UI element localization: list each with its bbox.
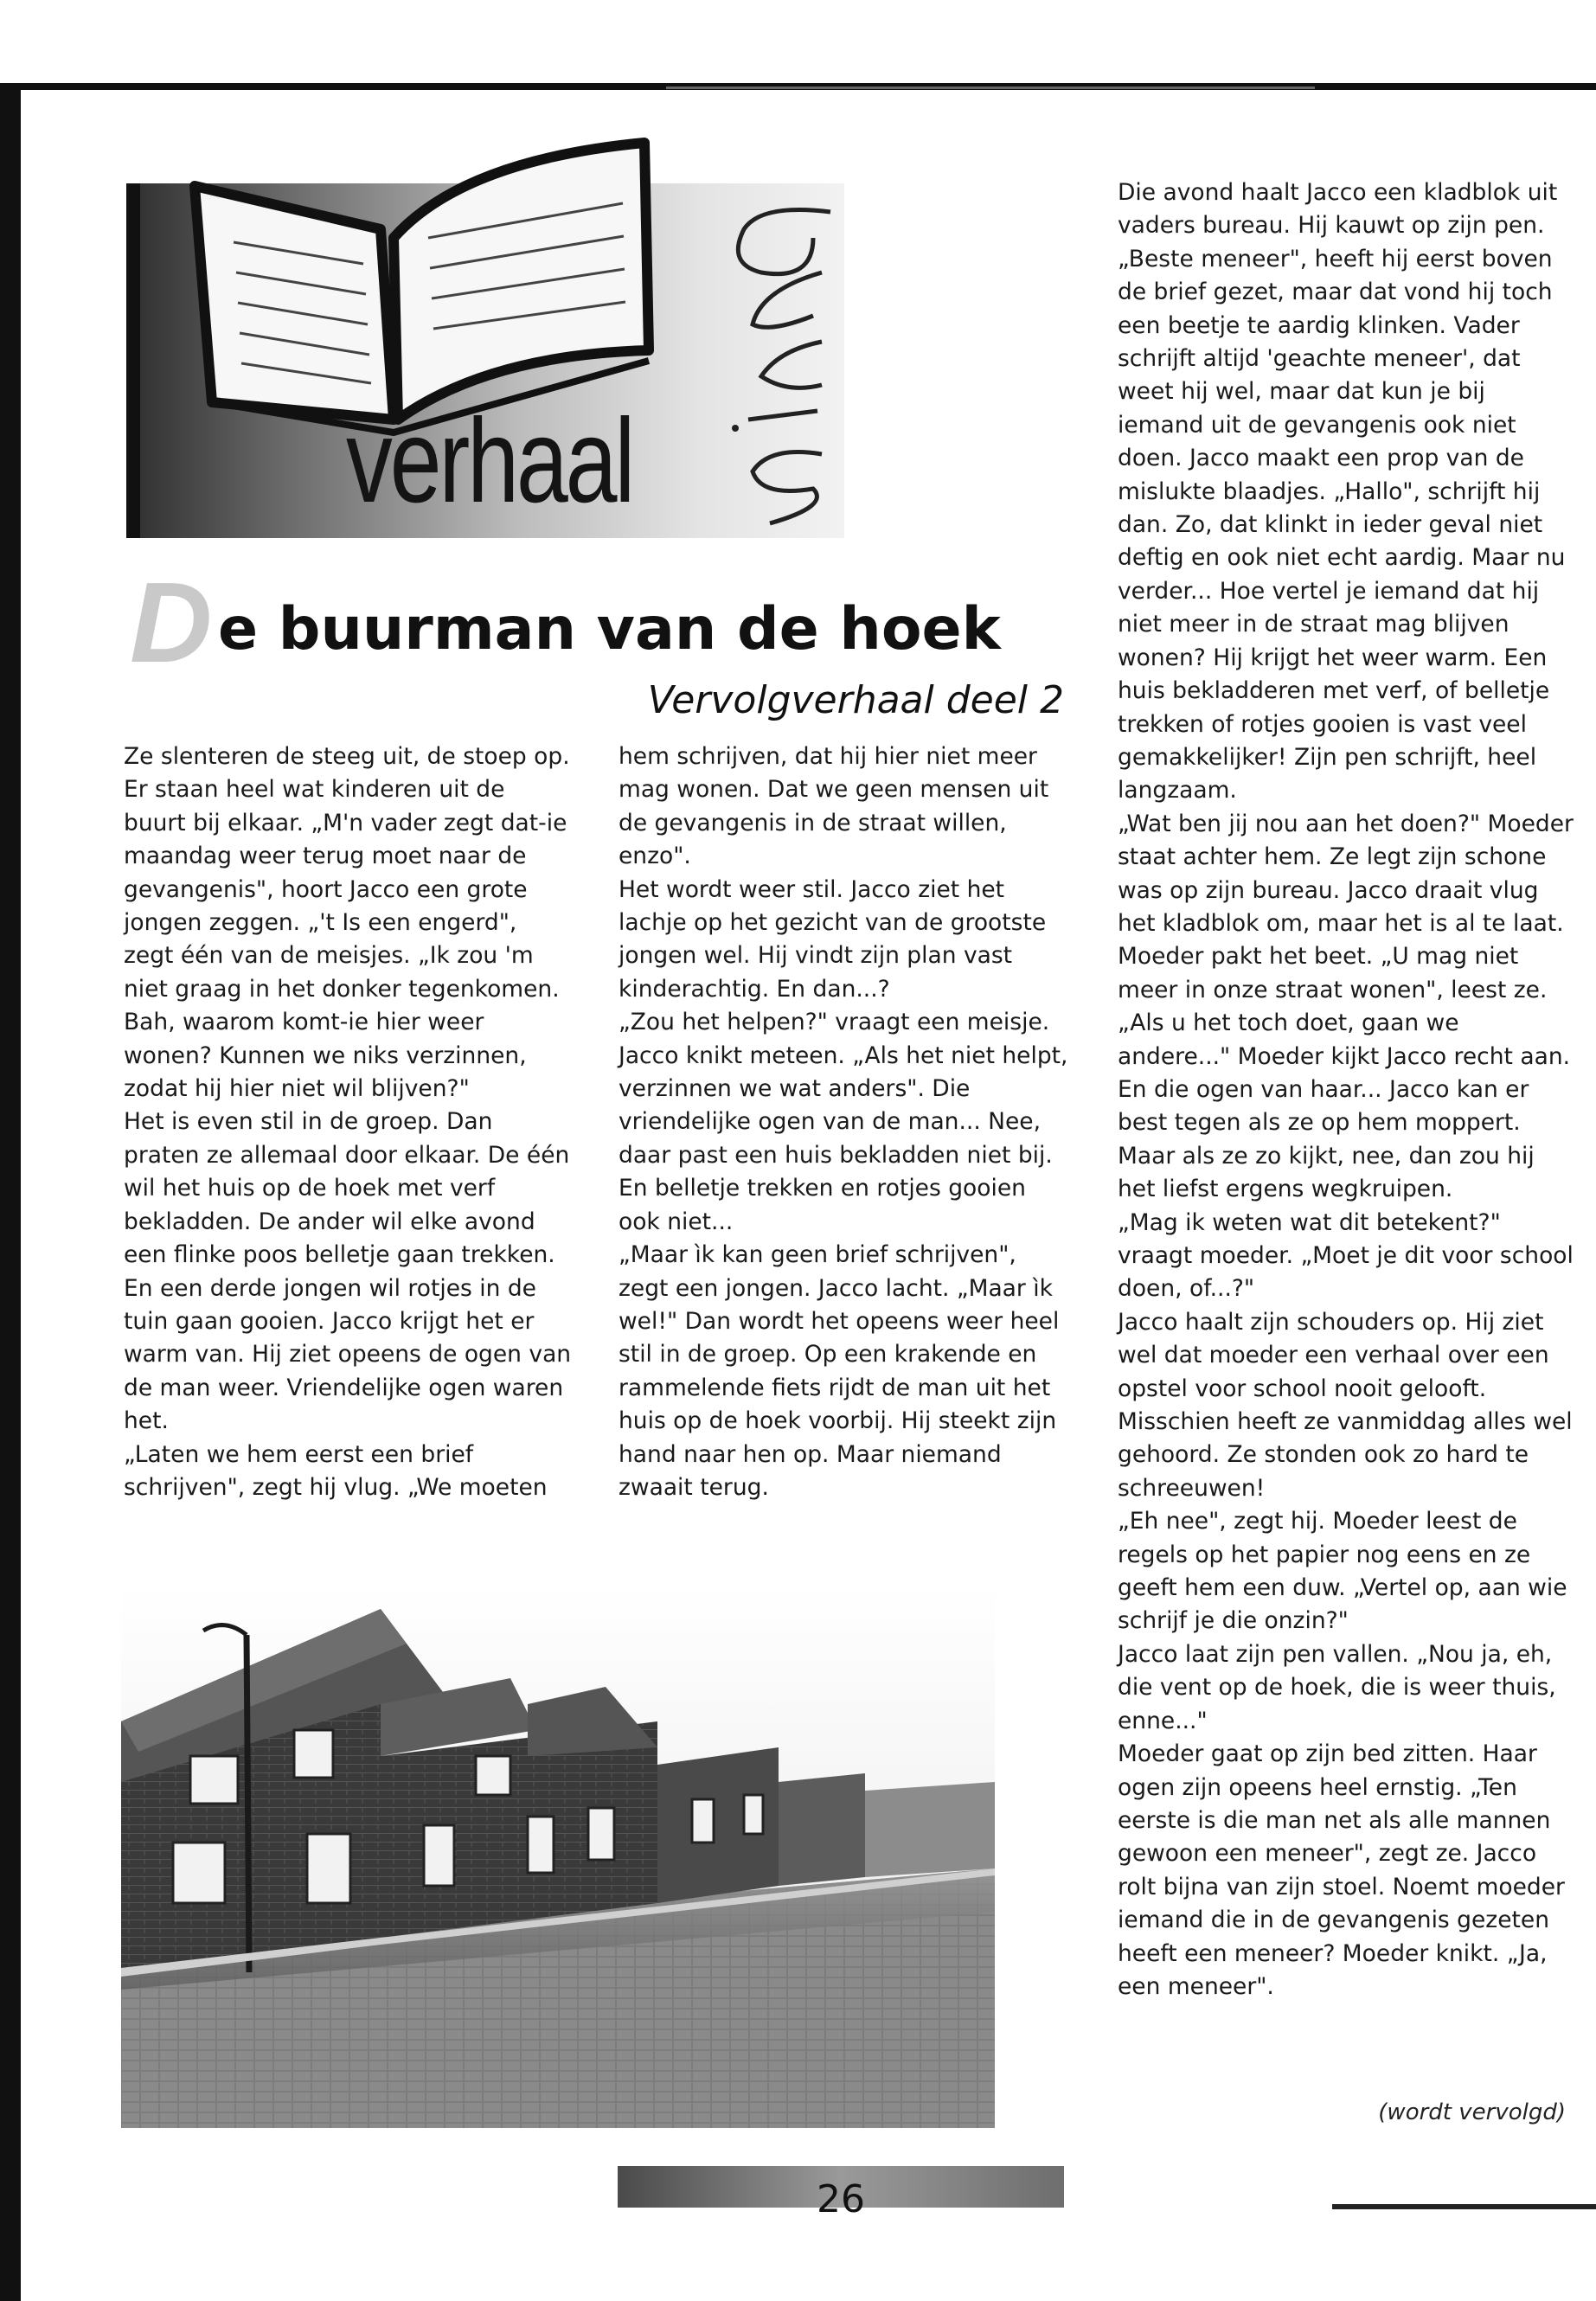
signature-daniel [709,177,848,541]
paragraph: Moeder gaat op zijn bed zitten. Haar ogen zijn opeens heel ernstig. „Ten eerste is die man net als alle mannen gewoon een meneer", zegt ze. Jacco rolt bijna van zijn stoel. Noemt moeder iemand die in de gevangenis gezeten heeft een meneer? Moeder knikt. „Ja, een meneer". [1118,1740,1565,2000]
left-rule [0,83,21,2301]
street-corner-photo [121,1583,995,2128]
paragraph: Het is even stil in de groep. Dan praten ze allemaal door elkaar. De één wil het huis op de hoek met verf bekladden. De ander wil elke avond een flinke poos belletje gaan trekken. En een derde jongen wil rotjes in de tuin gaan gooien. Jacco krijgt het er warm van. Hij ziet opeens de ogen van de man weer. Vriendelijke ogen waren het. [124,1108,572,1435]
text-column-1 [124,740,574,1504]
paragraph: Het wordt weer stil. Jacco ziet het lachje op het gezicht van de grootste jongen wel. Hij vindt zijn plan vast kinderachtig. En dan...? [619,875,1047,1003]
paragraph: „Zou het helpen?" vraagt een meisje. [619,1009,1050,1036]
paragraph: Die avond haalt Jacco een kladblok uit vaders bureau. Hij kauwt op zijn pen. „Beste meneer", heeft hij eerst boven de brief gezet, maar dat vond hij toch een beetje te aardig klinken. Vader schrijft altijd 'geachte meneer', dat weet hij wel, maar dat kun je bij iemand uit de gevangenis ook niet doen. Jacco maakt een prop van de mislukte blaadjes. „Hallo", schrijft hij dan. Zo, dat klinkt in ieder geval niet deftig en ook niet echt aardig. Maar nu verder... Hoe vertel je iemand dat hij niet meer in de straat mag blijven wonen? Hij krijgt het weer warm. Een huis bekladderen met verf, of belletje trekken of rotjes gooien is vast veel gemakkelijker! Zijn pen schrijft, heel langzaam. [1118,179,1566,804]
story-subtitle: Vervolgverhaal deel 2 [647,678,1064,722]
paragraph: Jacco haalt zijn schouders op. Hij ziet wel dat moeder een verhaal over een opstel voor school nooit gelooft. Misschien heeft ze vanmiddag alles wel gehoord. Ze stonden ook zo hard te schreeuwen! [1118,1308,1573,1502]
text-column-2 [619,740,1068,1504]
paragraph: „Wat ben jij nou aan het doen?" Moeder staat achter hem. Ze legt zijn schone was op zijn bureau. Jacco draait vlug het kladblok om, maar het is al te laat. Moeder pakt het beet. „U mag niet meer in onze straat wonen", leest ze. „Als u het toch doet, gaan we andere..." Moeder kijkt Jacco recht aan. En die ogen van haar... Jacco kan er best tegen als ze op hem moppert. Maar als ze zo kijkt, nee, dan zou hij het liefst ergens wegkruipen. [1118,810,1574,1203]
paragraph: „Maar ìk kan geen brief schrijven", zegt een jongen. Jacco lacht. „Maar ìk wel!" Dan wordt het opeens weer heel stil in de groep. Op een krakende en rammelende fiets rijdt de man uit het huis op de hoek voorbij. Hij steekt zijn hand naar hen op. Maar niemand zwaait terug. [619,1241,1060,1501]
paragraph: „Mag ik weten wat dit betekent?" vraagt moeder. „Moet je dit voor school doen, of...?" [1118,1208,1574,1303]
paragraph: „Laten we hem eerst een brief schrijven", zegt hij vlug. „We moeten [124,1440,548,1501]
text-column-3 [1118,176,1576,2003]
paragraph: Jacco knikt meteen. „Als het niet helpt, verzinnen we wat anders". Die vriendelijke ogen van de man... Nee, daar past een huis bekladden niet bij. En belletje trekken en rotjes gooien ook niet... [619,1042,1068,1235]
paragraph: Jacco laat zijn pen vallen. „Nou ja, eh, die vent op de hoek, die is weer thuis, enne..." [1118,1640,1556,1734]
paragraph: Ze slenteren de steeg uit, de stoep op. Er staan heel wat kinderen uit de buurt bij elkaar. „M'n vader zegt dat-ie maandag weer terug moet naar de gevangenis", hoort Jacco een grote jongen zeggen. „'t Is een engerd", zegt één van de meisjes. „Ik zou 'm niet graag in het donker tegenkomen. Bah, waarom komt-ie hier weer wonen? Kunnen we niks verzinnen, zodat hij hier niet wil blijven?" [124,743,570,1103]
story-title: e buurman van de hoek [218,595,1001,663]
bottom-rule [1332,2204,1596,2209]
continued-note: (wordt vervolgd) [1378,2099,1566,2125]
paragraph: „Eh nee", zegt hij. Moeder leest de regels op het papier nog eens en ze geeft hem een duw. „Vertel op, aan wie schrijf je die onzin?" [1118,1508,1567,1635]
title-drop-letter: D [130,559,213,686]
page-number: 26 [817,2177,865,2221]
top-rule-thin [666,87,1315,89]
paragraph: hem schrijven, dat hij hier niet meer mag wonen. Dat we geen mensen uit de gevangenis in de straat willen, enzo". [619,743,1049,870]
banner-edge [126,183,140,538]
banner-word: verhaal [346,394,633,528]
